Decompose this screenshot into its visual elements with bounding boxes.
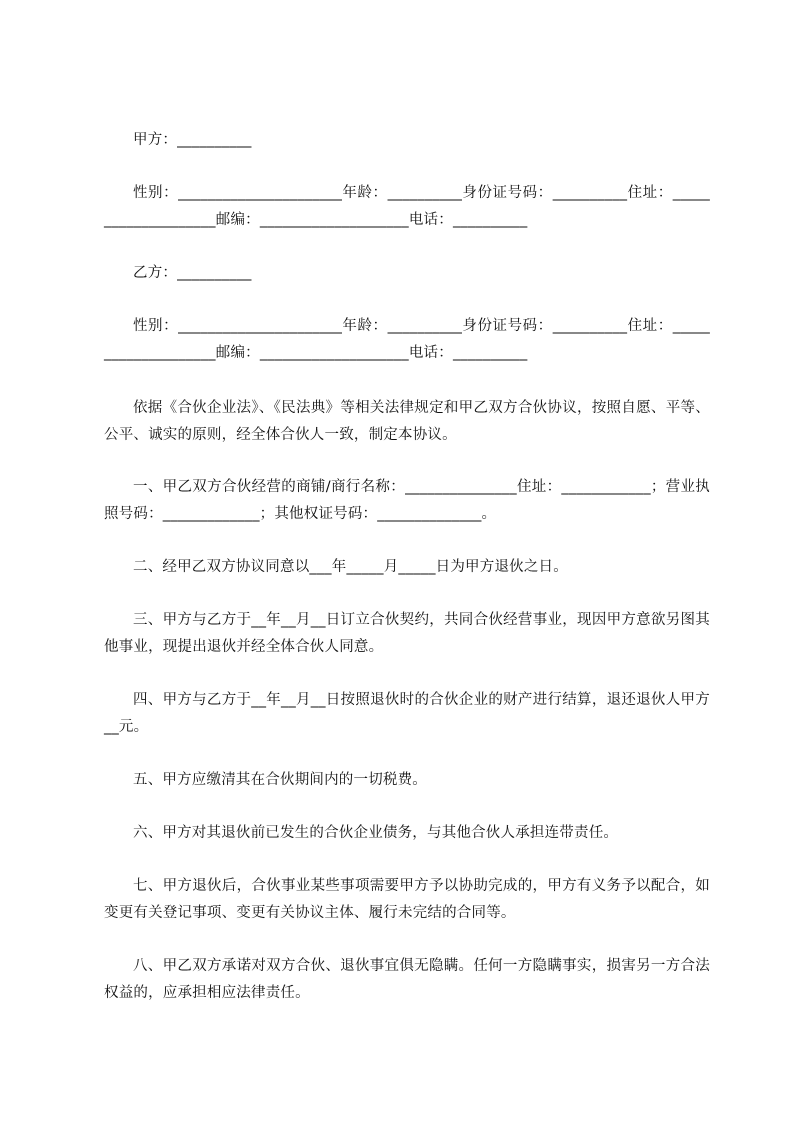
clause-5: 五、甲方应缴清其在合伙期间内的一切税费。 [133,772,427,788]
party-b-name-line: 乙方：__________ [133,265,252,281]
clause-7: 七、甲方退伙后，合伙事业某些事项需要甲方予以协助完成的，甲方有义务予以配合，如变更有关登记事项、变更有关协议主体、履行未完结的合同等。 [104,878,710,921]
clause-4: 四、甲方与乙方于__年__月__日按照退伙时的合伙企业的财产进行结算，退还退伙人甲方__元。 [104,692,710,735]
party-a-info-line: 性别：______________________年龄：__________身份证号码：__________住址：____________________邮编：____________________电话：__________ [104,185,710,228]
clause-8: 八、甲乙双方承诺对双方合伙、退伙事宜俱无隐瞒。任何一方隐瞒事实，损害另一方合法权益的，应承担相应法律责任。 [104,958,710,1001]
party-b-info-line: 性别：______________________年龄：__________身份证号码：__________住址：____________________邮编：____________________电话：__________ [104,318,710,361]
party-a-name-line: 甲方：__________ [133,132,252,148]
preamble-paragraph: 依据《合伙企业法》、《民法典》等相关法律规定和甲乙双方合伙协议，按照自愿、平等、公平、诚实的原则，经全体合伙人一致，制定本协议。 [104,400,710,443]
clause-3: 三、甲方与乙方于__年__月__日订立合伙契约，共同合伙经营事业，现因甲方意欲另图其他事业，现提出退伙并经全体合伙人同意。 [104,612,710,655]
clause-2: 二、经甲乙双方协议同意以___年_____月_____日为甲方退伙之日。 [133,559,568,575]
clause-6: 六、甲方对其退伙前已发生的合伙企业债务，与其他合伙人承担连带责任。 [133,825,619,841]
clause-1: 一、甲乙双方合伙经营的商铺/商行名称：_______________住址：____________；营业执照号码：_____________；其他权证号码：______________。 [104,479,710,522]
